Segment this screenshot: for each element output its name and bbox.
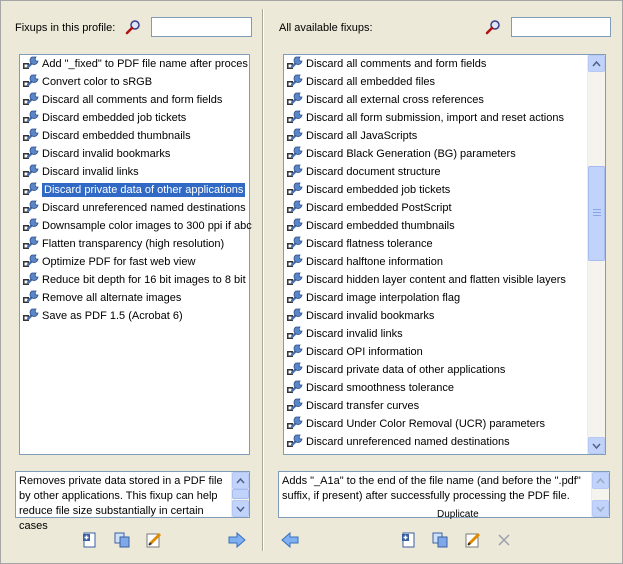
list-item[interactable] <box>20 307 249 325</box>
edit-pencil-icon <box>146 532 162 548</box>
profile-search-input[interactable] <box>151 17 252 37</box>
profile-fixups-title: Fixups in this profile: <box>15 22 116 34</box>
list-item[interactable] <box>20 199 249 217</box>
list-item[interactable] <box>284 127 605 145</box>
search-icon[interactable] <box>125 19 141 35</box>
list-item-label: Discard embedded PostScript <box>306 202 452 215</box>
wrench-lock-icon <box>22 91 40 107</box>
list-item[interactable] <box>284 55 605 73</box>
wrench-lock-icon <box>286 343 304 359</box>
list-item[interactable] <box>20 127 249 145</box>
list-item[interactable] <box>284 181 605 199</box>
list-item[interactable] <box>284 163 605 181</box>
list-item[interactable] <box>284 235 605 253</box>
list-item-label: Discard smoothness tolerance <box>306 382 454 395</box>
list-item-label: Downsample color images to 300 ppi if abc <box>42 220 252 233</box>
list-item-label: Save as PDF 1.5 (Acrobat 6) <box>42 310 183 323</box>
wrench-lock-icon <box>286 307 304 323</box>
list-item[interactable] <box>20 217 252 235</box>
new-fixup-icon <box>400 532 416 548</box>
list-item-label: Discard hidden layer content and flatten visible layers <box>306 274 566 287</box>
duplicate-fixup-button[interactable] <box>429 529 451 551</box>
list-item-label: Discard document structure <box>306 166 441 179</box>
search-icon[interactable] <box>485 19 501 35</box>
list-item-label: Discard private data of other applications <box>306 364 506 377</box>
scroll-up-button[interactable] <box>232 472 249 489</box>
list-item[interactable] <box>284 343 605 361</box>
wrench-lock-icon <box>286 217 304 233</box>
profile-description-text: Removes private data stored in a PDF file by other applications. This fixup can help reduce file size substantially in certain cases <box>19 475 223 532</box>
edit-fixup-button[interactable] <box>143 529 165 551</box>
list-item[interactable] <box>284 217 605 235</box>
duplicate-fixup-button[interactable] <box>111 529 133 551</box>
list-item[interactable] <box>20 271 249 289</box>
wrench-lock-icon <box>22 271 40 287</box>
list-item-label: Discard private data of other applications <box>44 184 244 197</box>
wrench-lock-icon <box>22 235 40 251</box>
list-item-label: Discard unreferenced named destinations <box>306 436 510 449</box>
list-item-label: Discard transfer curves <box>306 400 420 413</box>
scroll-down-button[interactable] <box>232 500 249 517</box>
profile-fixups-list[interactable] <box>19 54 250 455</box>
list-item-label: Discard embedded job tickets <box>42 112 187 125</box>
wrench-lock-icon <box>22 73 40 89</box>
list-item-label: Discard image interpolation flag <box>306 292 461 305</box>
available-fixups-title: All available fixups: <box>279 22 373 34</box>
duplicate-icon <box>114 532 130 548</box>
wrench-lock-icon <box>286 145 304 161</box>
list-item-label: Discard all embedded files <box>306 76 436 89</box>
list-item-label: Optimize PDF for fast web view <box>42 256 196 269</box>
list-item[interactable] <box>284 271 605 289</box>
list-item[interactable] <box>20 181 249 199</box>
arrow-right-icon <box>228 533 246 547</box>
delete-fixup-button[interactable] <box>493 529 515 551</box>
panel-divider <box>262 9 264 551</box>
list-item[interactable] <box>20 163 249 181</box>
list-item[interactable] <box>284 253 605 271</box>
description-scrollbar[interactable] <box>231 472 249 517</box>
list-item-label: Discard flatness tolerance <box>306 238 433 251</box>
list-item-label: Discard invalid bookmarks <box>306 310 435 323</box>
wrench-lock-icon <box>22 181 40 197</box>
list-item[interactable] <box>284 91 605 109</box>
list-item[interactable] <box>284 397 605 415</box>
list-item-label: Discard Black Generation (BG) parameters <box>306 148 516 161</box>
wrench-lock-icon <box>22 145 40 161</box>
wrench-lock-icon <box>286 235 304 251</box>
list-item[interactable] <box>20 253 249 271</box>
wrench-lock-icon <box>22 217 40 233</box>
list-item-label: Remove all alternate images <box>42 292 182 305</box>
wrench-lock-icon <box>286 163 304 179</box>
list-item-label: Discard embedded job tickets <box>306 184 451 197</box>
list-item[interactable] <box>284 379 605 397</box>
list-item-label: Convert color to sRGB <box>42 76 153 89</box>
edit-pencil-icon <box>465 532 481 548</box>
list-item[interactable] <box>20 235 249 253</box>
list-item-label: Discard invalid links <box>306 328 403 341</box>
list-item-label: Discard invalid bookmarks <box>42 148 171 161</box>
wrench-lock-icon <box>286 253 304 269</box>
available-description-text: Adds "_A1a" to the end of the file name (and before the ".pdf" suffix, if present) after successfully processing the PDF file. <box>282 475 581 502</box>
list-item-label: Discard invalid links <box>42 166 139 179</box>
wrench-lock-icon <box>22 55 40 71</box>
arrow-left-icon <box>281 533 299 547</box>
wrench-lock-icon <box>22 127 40 143</box>
list-item-label: Add "_fixed" to PDF file name after proces <box>42 58 248 71</box>
wrench-lock-icon <box>286 325 304 341</box>
scroll-thumb[interactable] <box>588 166 605 261</box>
wrench-lock-icon <box>286 73 304 89</box>
description-scrollbar[interactable] <box>591 472 609 517</box>
wrench-lock-icon <box>286 127 304 143</box>
wrench-lock-icon <box>286 181 304 197</box>
list-item-label: Discard embedded thumbnails <box>306 220 455 233</box>
add-to-profile-button[interactable] <box>279 529 301 551</box>
wrench-lock-icon <box>22 289 40 305</box>
list-item-label: Discard all JavaScripts <box>306 130 418 143</box>
wrench-lock-icon <box>286 199 304 215</box>
wrench-lock-icon <box>22 163 40 179</box>
list-item[interactable] <box>20 109 249 127</box>
list-item[interactable] <box>284 73 605 91</box>
list-item-label: Discard embedded thumbnails <box>42 130 191 143</box>
scroll-down-button[interactable] <box>588 437 605 454</box>
list-item[interactable] <box>284 325 605 343</box>
list-item[interactable] <box>284 145 605 163</box>
new-fixup-icon <box>81 532 97 548</box>
list-item-label: Reduce bit depth for 16 bit images to 8 bit <box>42 274 246 287</box>
new-fixup-button[interactable] <box>397 529 419 551</box>
wrench-lock-icon <box>286 289 304 305</box>
list-item[interactable] <box>284 433 605 451</box>
wrench-lock-icon <box>286 379 304 395</box>
available-list-scrollbar[interactable] <box>587 55 605 454</box>
list-item[interactable] <box>20 91 249 109</box>
available-search-input[interactable] <box>511 17 611 37</box>
available-fixups-list[interactable] <box>283 54 606 455</box>
profile-fixup-description <box>15 471 250 532</box>
duplicate-tooltip: Duplicate <box>437 509 479 520</box>
remove-from-profile-button[interactable] <box>226 529 248 551</box>
wrench-lock-icon <box>22 199 40 215</box>
list-item[interactable] <box>20 145 249 163</box>
list-item[interactable] <box>284 109 605 127</box>
list-item[interactable] <box>284 289 605 307</box>
duplicate-icon <box>432 532 448 548</box>
list-item[interactable] <box>284 307 605 325</box>
list-item[interactable] <box>284 199 605 217</box>
wrench-lock-icon <box>286 55 304 71</box>
wrench-lock-icon <box>286 415 304 431</box>
wrench-lock-icon <box>22 109 40 125</box>
edit-fixup-button[interactable] <box>462 529 484 551</box>
scroll-up-button[interactable] <box>588 55 605 72</box>
new-fixup-button[interactable] <box>78 529 100 551</box>
list-item-label: Discard halftone information <box>306 256 443 269</box>
list-item[interactable] <box>284 415 605 433</box>
list-item-label: Flatten transparency (high resolution) <box>42 238 225 251</box>
list-item-label: Discard unreferenced named destinations <box>42 202 246 215</box>
list-item[interactable] <box>20 73 249 91</box>
list-item[interactable] <box>20 289 249 307</box>
list-item-label: Discard all form submission, import and reset actions <box>306 112 564 125</box>
scroll-thumb[interactable] <box>232 489 249 499</box>
wrench-lock-icon <box>286 397 304 413</box>
scroll-down-button[interactable] <box>592 500 609 517</box>
list-item-label: Discard Under Color Removal (UCR) parameters <box>306 418 546 431</box>
list-item[interactable] <box>284 361 605 379</box>
wrench-lock-icon <box>286 271 304 287</box>
wrench-lock-icon <box>286 433 304 449</box>
wrench-lock-icon <box>286 109 304 125</box>
list-item[interactable] <box>20 55 249 73</box>
scroll-up-button[interactable] <box>592 472 609 489</box>
list-item-label: Discard all comments and form fields <box>306 58 487 71</box>
list-item-label: Discard all comments and form fields <box>42 94 223 107</box>
delete-x-icon <box>497 533 511 547</box>
wrench-lock-icon <box>286 91 304 107</box>
wrench-lock-icon <box>22 307 40 323</box>
list-item-label: Discard OPI information <box>306 346 423 359</box>
list-item-label: Discard all external cross references <box>306 94 484 107</box>
wrench-lock-icon <box>22 253 40 269</box>
wrench-lock-icon <box>286 361 304 377</box>
